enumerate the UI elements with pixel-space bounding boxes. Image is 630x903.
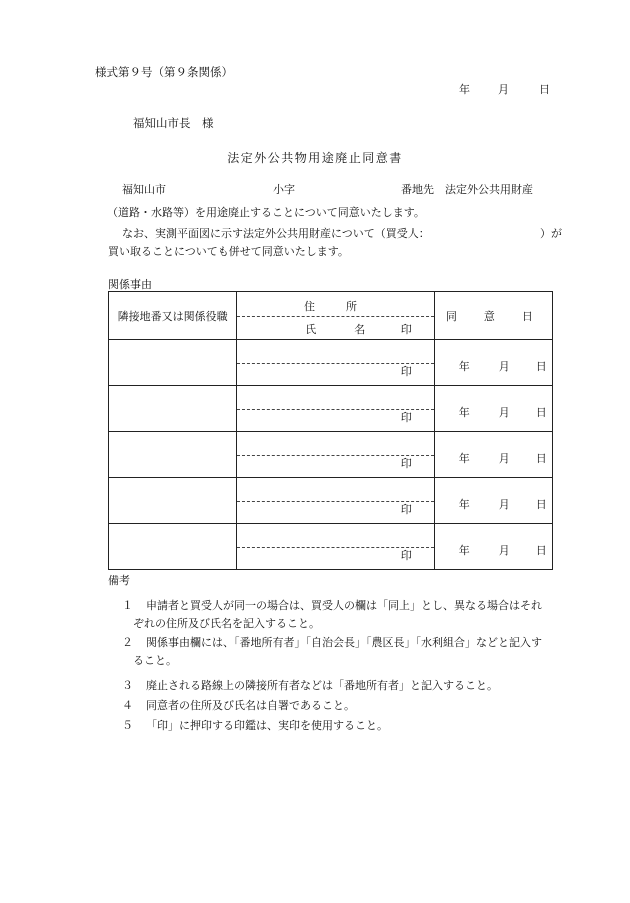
table-header-row (109, 292, 553, 340)
body-aza: 小字 (273, 183, 295, 196)
section-label: 関係事由 (108, 278, 152, 291)
header-seal: 印 (400, 323, 412, 336)
seal-mark: 印 (400, 365, 412, 378)
date-day-label: 日 (539, 83, 550, 96)
relation-cell[interactable] (109, 386, 237, 432)
body-line-3: なお、実測平面図に示す法定外公共用財産について（買受人： (122, 227, 430, 240)
header-address: 住 所 (304, 300, 367, 313)
table-row (109, 478, 553, 524)
submission-date (459, 81, 550, 97)
address-name-cell[interactable] (237, 478, 434, 524)
body-banchi: 番地先 法定外公共用財産 (401, 183, 533, 196)
relation-cell[interactable] (109, 524, 237, 570)
table-row (109, 340, 553, 386)
document-title: 法定外公共物用途廃止同意書 (227, 151, 403, 165)
agree-date-cell[interactable]: 年 月 日 (434, 478, 552, 524)
addressee: 福知山市長 様 (133, 116, 214, 130)
date-month-label: 月 (498, 83, 509, 96)
address-name-cell[interactable] (237, 386, 434, 432)
seal-mark: 印 (400, 503, 412, 516)
address-name-cell[interactable] (237, 524, 434, 570)
header-agree-date: 同 意 日 (434, 292, 552, 340)
agree-date-cell[interactable]: 年 月 日 (434, 386, 552, 432)
table-row (109, 386, 553, 432)
body-city: 福知山市 (122, 183, 166, 196)
consent-table (108, 291, 553, 570)
body-line-3-end: ）が (540, 227, 562, 240)
address-name-cell[interactable] (237, 432, 434, 478)
body-line-2: （道路・水路等）を用途廃止することについて同意いたします。 (107, 206, 425, 219)
address-name-cell[interactable] (237, 340, 434, 386)
table-row (109, 524, 553, 570)
header-name: 氏 名 (305, 323, 366, 336)
agree-date-cell[interactable]: 年 月 日 (434, 524, 552, 570)
form-number: 様式第９号（第９条関係） (95, 65, 233, 79)
date-year-label: 年 (459, 83, 470, 96)
agree-date-cell[interactable]: 年 月 日 (434, 432, 552, 478)
notes-label: 備考 (108, 574, 130, 587)
seal-mark: 印 (400, 457, 412, 470)
header-relation: 隣接地番又は関係役職 (109, 292, 237, 340)
seal-mark: 印 (400, 411, 412, 424)
relation-cell[interactable] (109, 432, 237, 478)
header-address-name (237, 292, 434, 340)
table-row (109, 432, 553, 478)
seal-mark: 印 (400, 549, 412, 562)
body-line-4: 買い取ることについても併せて同意いたします。 (108, 245, 349, 258)
relation-cell[interactable] (109, 478, 237, 524)
agree-date-cell[interactable]: 年 月 日 (434, 340, 552, 386)
relation-cell[interactable] (109, 340, 237, 386)
